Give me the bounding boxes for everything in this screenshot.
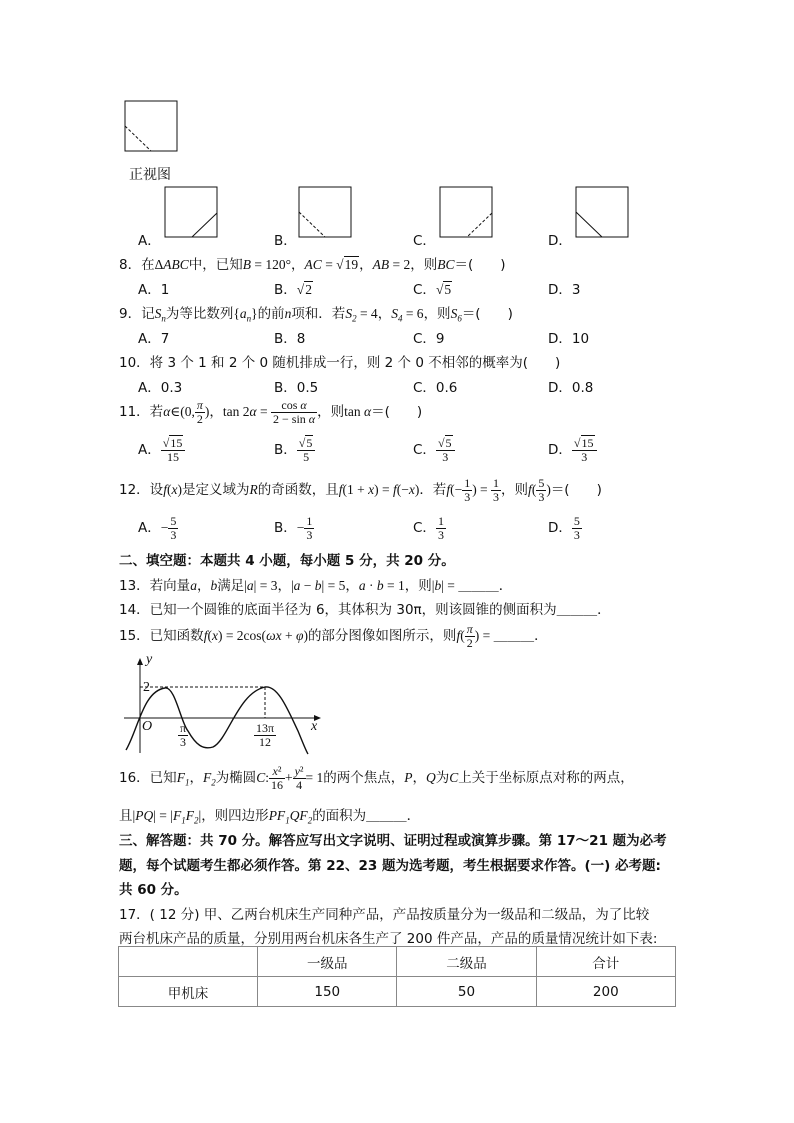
q12-option-a: A．− $\frac{5}{3}$ bbox=[138, 513, 177, 542]
q8-option-b: B．√2 bbox=[274, 282, 312, 298]
q11-option-d: D． $\frac{√15}{3}$ bbox=[548, 436, 597, 464]
table-cell: 200 bbox=[536, 977, 675, 1007]
view-label: 正视图 bbox=[129, 167, 171, 183]
table-header-row bbox=[119, 947, 676, 977]
q9-option-a: A．7 bbox=[138, 331, 170, 347]
q11-option-a: A． $\frac{√15}{15}$ bbox=[138, 436, 185, 464]
cosine-curve bbox=[126, 687, 308, 754]
q9-stem: 9．记$S_n$为等比数列$\{a_n\}$的前n项和．若$S_2 = 4$，$S_4 = 6$，则$S_6=$( ) bbox=[119, 306, 513, 324]
q12-option-d: D． $\frac{5}{3}$ bbox=[548, 513, 580, 542]
q7-option-b: B． bbox=[274, 233, 297, 249]
q12-stem: 12．设f(x)是定义域为R的奇函数，且f(1 + x) = f(−x)．若f(− $\frac{1}{3}$ ) = $\frac{1}{3}$ ，则f( $\frac{5}{3}$ )＝( ) bbox=[119, 475, 602, 504]
q10-option-b: B．0.5 bbox=[274, 380, 319, 396]
section-3-line2: 题，每个试题考生都必须作答。第 22、23 题为选考题，考生根据要求作答。(一) 必考题: bbox=[119, 858, 661, 874]
q8-option-d: D．3 bbox=[548, 282, 581, 298]
q11-option-b: B． $\frac{√5}{5}$ bbox=[274, 436, 315, 464]
q12-option-b: B．− $\frac{1}{3}$ bbox=[274, 513, 313, 542]
q7-option-a: A． bbox=[138, 233, 161, 249]
q8-option-a: A．1 bbox=[138, 282, 170, 298]
table-header-cell bbox=[119, 947, 258, 977]
q11-stem: 11．若α∈(0, $\frac{\pi}{2}$ )，tan 2α = $\frac{\text{cos α}}{\text{2 − sin α}}$ ，则tan α＝( ) bbox=[119, 397, 423, 426]
q7-option-a-figure bbox=[164, 186, 220, 240]
q9-option-d: D．10 bbox=[548, 331, 590, 347]
q7-option-c: C． bbox=[413, 233, 436, 249]
q10-option-d: D．0.8 bbox=[548, 380, 594, 396]
q15-stem: 15．已知函数f(x) = 2cos(ωx + φ)的部分图像如图所示，则f( $\frac{\pi}{2}$ ) = ＿＿＿． bbox=[119, 621, 548, 650]
table-header-cell: 合计 bbox=[536, 947, 675, 977]
graph-x-tick-pi-3: $\frac{\pi}{3}$ bbox=[180, 721, 187, 749]
q9-option-c: C．9 bbox=[413, 331, 445, 347]
q11-option-c: C． $\frac{√5}{3}$ bbox=[413, 436, 455, 464]
q7-option-b-figure bbox=[298, 186, 354, 240]
q10-stem: 10．将 3 个 1 和 2 个 0 随机排成一行，则 2 个 0 不相邻的概率为( ) bbox=[119, 355, 561, 371]
graph-y-tick-2: 2 bbox=[143, 680, 150, 695]
graph-y-label: y bbox=[146, 652, 153, 667]
q16-line1: 16．已知$F_1$，$F_2$为椭圆C: $\frac{\text{x²}}{16}$ + $\frac{\text{y²}}{4}$ = 1的两个焦点，P，Q为C上关于坐标原点对称的两点， bbox=[119, 763, 634, 792]
q17-line2: 两台机床产品的质量，分别用两台机床各生产了 200 件产品，产品的质量情况统计如下表: bbox=[119, 931, 658, 947]
quality-table bbox=[118, 946, 676, 1007]
section-2-heading: 二、填空题：本题共 4 小题，每小题 5 分，共 20 分。 bbox=[119, 553, 455, 569]
table-header-cell: 一级品 bbox=[258, 947, 397, 977]
q7-option-c-figure bbox=[439, 186, 495, 240]
front-view-figure bbox=[124, 100, 180, 154]
table-header-cell: 二级品 bbox=[397, 947, 536, 977]
q7-option-d-figure bbox=[575, 186, 631, 240]
table-cell: 50 bbox=[397, 977, 536, 1007]
q12-option-c: C． $\frac{1}{3}$ bbox=[413, 513, 444, 542]
cosine-graph bbox=[118, 655, 328, 755]
y-axis-arrow bbox=[137, 658, 143, 665]
table-cell: 甲机床 bbox=[119, 977, 258, 1007]
q7-option-d: D． bbox=[548, 233, 572, 249]
table-row bbox=[119, 977, 676, 1007]
table-cell: 150 bbox=[258, 977, 397, 1007]
q8-option-c: C．√5 bbox=[413, 282, 452, 298]
q9-option-b: B．8 bbox=[274, 331, 306, 347]
q13-stem: 13．若向量a，b满足|a| = 3，|a − b| = 5，a · b = 1，则|b| = ＿＿＿． bbox=[119, 578, 513, 594]
q14-stem: 14．已知一个圆锥的底面半径为 6，其体积为 30π，则该圆锥的侧面积为＿＿＿． bbox=[119, 602, 611, 618]
q17-line1: 17．( 12 分) 甲、乙两台机床生产同种产品，产品按质量分为一级品和二级品，为了比较 bbox=[119, 907, 650, 923]
q10-option-a: A．0.3 bbox=[138, 380, 183, 396]
q8-stem: 8．在ΔABC中，已知B = 120°，AC = √19，AB = 2，则BC＝( ) bbox=[119, 257, 506, 273]
q16-line2: 且$|PQ| = |F_1F_2|$，则四边形$PF_1QF_2$的面积为＿＿＿． bbox=[119, 808, 421, 826]
q10-option-c: C．0.6 bbox=[413, 380, 458, 396]
graph-x-label: x bbox=[311, 719, 318, 734]
section-3-line1: 三、解答题：共 70 分。解答应写出文字说明、证明过程或演算步骤。第 17～21 题为必考 bbox=[119, 833, 667, 849]
graph-origin: O bbox=[142, 719, 153, 734]
section-3-line3: 共 60 分。 bbox=[119, 882, 188, 898]
graph-x-tick-13pi-12: $\frac{13\pi}{12}$ bbox=[256, 721, 275, 749]
